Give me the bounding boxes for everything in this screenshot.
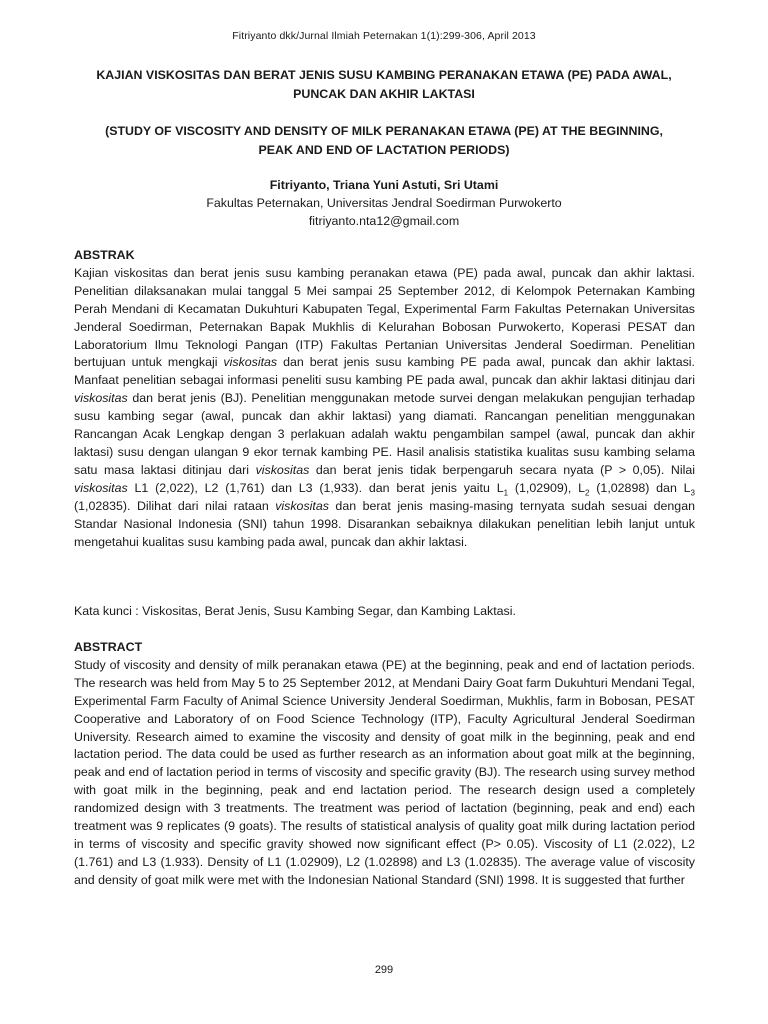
abstrak-text-6: (1,02909), L (508, 480, 586, 495)
keywords-text: Kata kunci : Viskositas, Berat Jenis, Susu Kambing Segar, dan Kambing Laktasi. (74, 604, 516, 618)
title-english-line-1: (STUDY OF VISCOSITY AND DENSITY OF MILK PERANAKAN ETAWA (PE) AT THE BEGINNING, (105, 124, 663, 138)
abstrak-text-4: dan berat jenis tidak berpengaruh secara nyata (P > 0,05). Nilai (309, 462, 695, 477)
abstrak-sub-1: 1 (503, 488, 509, 498)
abstract-body: Study of viscosity and density of milk peranakan etawa (PE) at the beginning, peak and end of lactation periods. The research was held from May 5 to 25 September 2012, at Mendani Dairy Goat farm Dukuhturi Mendani Tegal, Experimental Farm Faculty of Animal Science University Jenderal Soedirman, Mukhlis, farm in Bobosan, PESAT Cooperative and Laboratory of on Food Science Technology (ITP), Faculty Agricultural Jenderal Soedirman University. Research aimed to examine the viscosity and density of goat milk in the beginning, peak and end lactation period. The data could be used as further research as an information about goat milk at the beginning, peak and end of lactation period in terms of viscosity and specific gravity (BJ). The research using survey method with goat milk in the beginning, peak and end lactation period. The research design used a completely randomized design with 3 treatments. The treatment was period of lactation (beginning, peak and end) each treatment was 9 replicates (9 goats). The results of statistical analysis of quality goat milk during lactation period in terms of viscosity and specific gravity showed now significant effect (P> 0.05). Viscosity of L1 (2.022), L2 (1.761) and L3 (1.933). Density of L1 (1.02909), L2 (1.02898) and L3 (1.02835). The average value of viscosity and density of goat milk were met with the Indonesian National Standard (SNI) 1998. It is suggested that further (74, 657, 695, 887)
abstrak-em-4: viskositas (74, 480, 128, 495)
abstrak-text-5: L1 (2,022), L2 (1,761) dan L3 (1,933). dan berat jenis yaitu L (127, 480, 504, 495)
title-english (74, 122, 694, 160)
abstrak-em-2: viskositas (74, 391, 128, 406)
keywords-section (74, 603, 695, 621)
affiliation: Fakultas Peternakan, Universitas Jendral Soedirman Purwokerto (206, 196, 562, 210)
title-indonesian-line-1: KAJIAN VISKOSITAS DAN BERAT JENIS SUSU KAMBING PERANAKAN ETAWA (PE) PADA AWAL, (96, 68, 672, 82)
page-number: 299 (374, 964, 394, 976)
abstrak-em-3: viskositas (255, 462, 310, 477)
author-block (74, 176, 694, 230)
title-indonesian (74, 66, 694, 104)
title-indonesian-line-2: PUNCAK DAN AKHIR LAKTASI (293, 87, 475, 101)
abstrak-em-5: viskositas (275, 498, 329, 513)
abstrak-sub-3: 3 (690, 488, 695, 498)
abstrak-text-1: Kajian viskositas dan berat jenis susu kambing peranakan etawa (PE) pada awal, puncak dan akhir laktasi. Penelitian dilaksanakan mulai tanggal 5 Mei sampai 25 September 2012, di Kelompok Peternakan Kambing Perah Mendani di Kecamatan Dukuhturi Kabupaten Tegal, Experimental Farm Fakultas Peternakan Universitas Jenderal Soedirman, Peternakan Bapak Mukhlis di Kelurahan Bobosan Purwokerto, Koperasi PESAT dan Laboratorium Ilmu Teknologi Pangan (ITP) Fakultas Pertanian Universitas Jenderal Soedirman. Penelitian bertujuan untuk mengkaji (74, 265, 695, 370)
author-names: Fitriyanto, Triana Yuni Astuti, Sri Utami (269, 178, 499, 192)
abstrak-text-9: dan berat jenis masing-masing ternyata sudah sesuai dengan Standar Nasional Indonesia (SNI) tahun 1998. Disarankan sebaiknya dilakukan penelitian lebih lanjut untuk mengetahui kualitas susu kambing pada awal, puncak dan akhir laktasi. (74, 498, 695, 549)
abstrak-heading: ABSTRAK (74, 248, 135, 262)
title-english-line-2: PEAK AND END OF LACTATION PERIODS) (258, 143, 510, 157)
abstract-section (74, 639, 695, 890)
abstrak-sub-2: 2 (585, 488, 590, 498)
abstrak-section (74, 247, 695, 551)
abstrak-body (74, 265, 695, 552)
abstrak-text-7: (1,02898) dan L (589, 480, 691, 495)
author-email: fitriyanto.nta12@gmail.com (308, 214, 460, 228)
abstrak-text-3: dan berat jenis (BJ). Penelitian menggunakan metode survei dengan melakukan pengujian terhadap susu kambing segar (awal, puncak dan akhir laktasi) yang diamati. Rancangan penelitian menggunakan Rancangan Acak Lengkap dengan 3 perlakuan adalah waktu pengambilan sampel (awal, puncak dan akhir laktasi) susu dengan ulangan 9 ekor ternak kambing PE. Hasil analisis statistika kualitas susu kambing selama satu masa laktasi ditinjau dari (74, 391, 695, 477)
abstract-heading: ABSTRACT (74, 640, 143, 654)
abstrak-text-2: dan berat jenis susu kambing PE pada awal, puncak dan akhir laktasi. Manfaat penelitian sebagai informasi peneliti susu kambing PE pada awal, puncak dan akhir laktasi ditinjau dari (74, 355, 695, 388)
abstrak-em-1: viskositas (223, 355, 278, 370)
running-head: Fitriyanto dkk/Jurnal Ilmiah Peternakan 1(1):299-306, April 2013 (232, 30, 536, 42)
abstrak-text-8: (1,02835). Dilihat dari nilai rataan (74, 498, 276, 513)
